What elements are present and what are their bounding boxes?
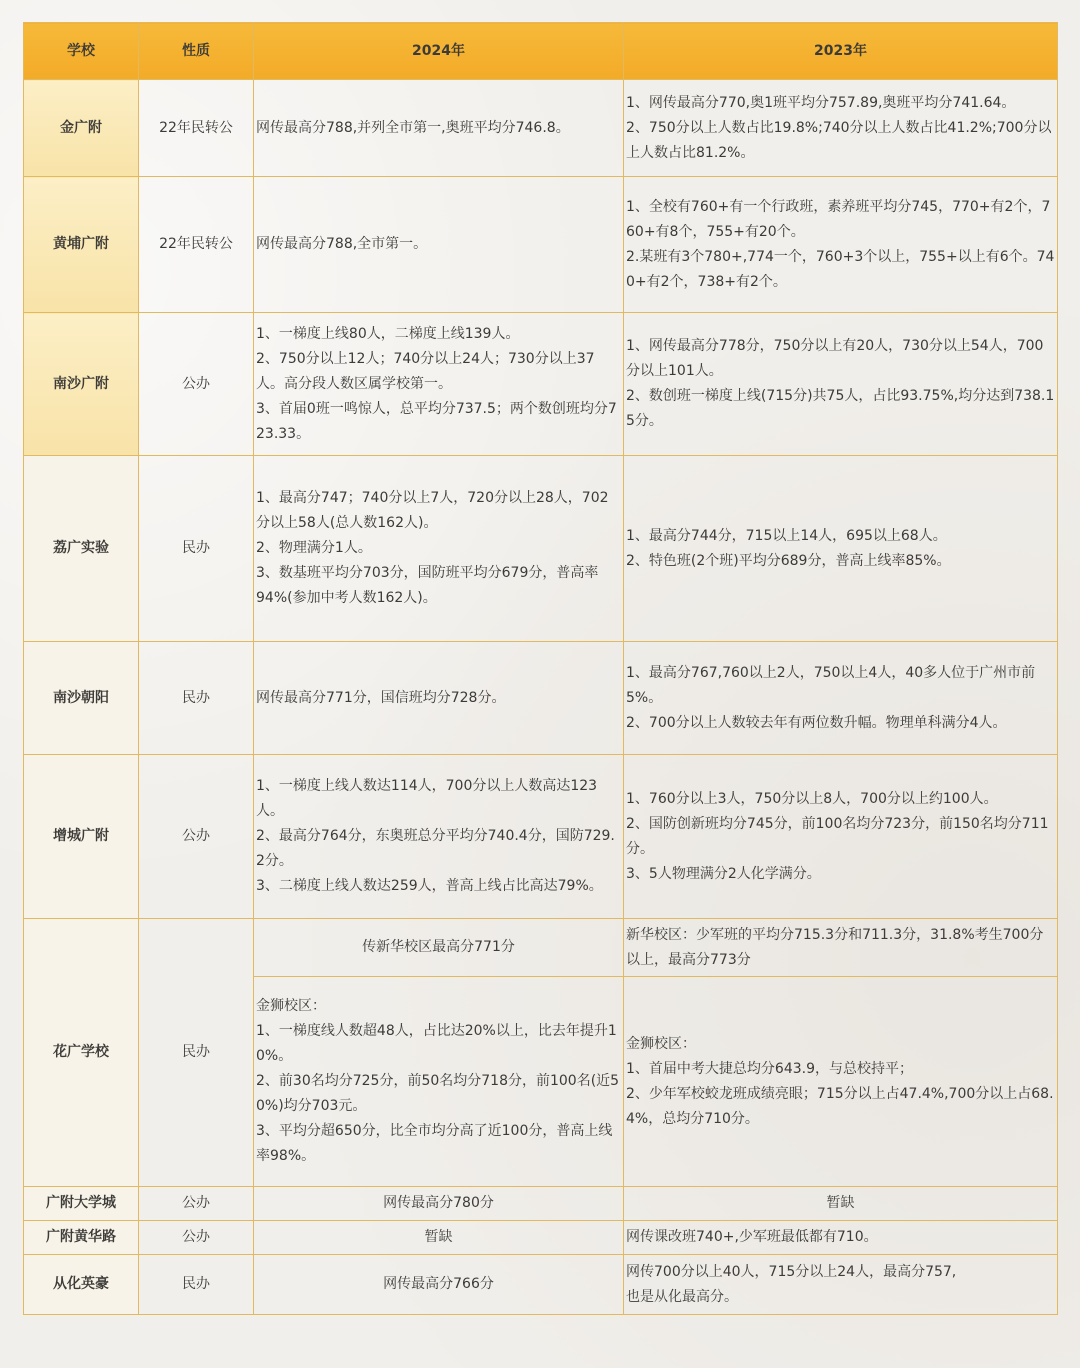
school-nature: 民办 bbox=[139, 1255, 254, 1315]
result-2023: 1、760分以上3人，750分以上8人，700分以上约100人。 2、国防创新班均分745分，前100名均分723分，前150名均分711分。 3、5人物理满分2人化学满分。 bbox=[624, 755, 1058, 919]
table-row bbox=[24, 1187, 1058, 1221]
table-row bbox=[24, 1221, 1058, 1255]
school-nature: 22年民转公 bbox=[139, 80, 254, 177]
result-2023: 1、全校有760+有一个行政班，素养班平均分745，770+有2个，760+有8个，755+有20个。 2.某班有3个780+,774一个，760+3个以上，755+以上有6个。740+有2个，738+有2个。 bbox=[624, 177, 1058, 313]
school-name: 金广附 bbox=[24, 80, 139, 177]
school-nature: 公办 bbox=[139, 1187, 254, 1221]
table-row bbox=[24, 755, 1058, 919]
result-2024: 网传最高分780分 bbox=[254, 1187, 624, 1221]
school-name: 从化英豪 bbox=[24, 1255, 139, 1315]
table-row bbox=[24, 919, 1058, 977]
school-nature: 22年民转公 bbox=[139, 177, 254, 313]
result-2023: 网传700分以上40人，715分以上24人，最高分757, 也是从化最高分。 bbox=[624, 1255, 1058, 1315]
result-2024: 网传最高分788,全市第一。 bbox=[254, 177, 624, 313]
school-nature: 公办 bbox=[139, 313, 254, 456]
header-2024: 2024年 bbox=[254, 23, 624, 80]
result-2024: 网传最高分788,并列全市第一,奥班平均分746.8。 bbox=[254, 80, 624, 177]
school-scores-table bbox=[23, 22, 1058, 1315]
header-2023: 2023年 bbox=[624, 23, 1058, 80]
school-name: 广附大学城 bbox=[24, 1187, 139, 1221]
header-nature: 性质 bbox=[139, 23, 254, 80]
result-2023-xinhua: 新华校区：少军班的平均分715.3分和711.3分，31.8%考生700分以上，最高分773分 bbox=[624, 919, 1058, 977]
result-2024-jinshi: 金狮校区： 1、一梯度线人数超48人，占比达20%以上，比去年提升10%。 2、前30名均分725分，前50名均分718分，前100名(近50%)均分703元。 3、平均分超650分，比全市均分高了近100分，普高上线率98%。 bbox=[254, 977, 624, 1187]
result-2024: 1、一梯度上线80人，二梯度上线139人。 2、750分以上12人；740分以上24人；730分以上37人。高分段人数区属学校第一。 3、首届0班一鸣惊人，总平均分737.5；两个数创班均分723.33。 bbox=[254, 313, 624, 456]
table-row bbox=[24, 1255, 1058, 1315]
result-2024: 网传最高分771分，国信班均分728分。 bbox=[254, 642, 624, 755]
result-2024: 1、最高分747；740分以上7人，720分以上28人，702 分以上58人(总人数162人)。 2、物理满分1人。 3、数基班平均分703分，国防班平均分679分，普高率 94%(参加中考人数162人)。 bbox=[254, 456, 624, 642]
school-nature: 民办 bbox=[139, 642, 254, 755]
table-row bbox=[24, 456, 1058, 642]
header-school: 学校 bbox=[24, 23, 139, 80]
school-name: 荔广实验 bbox=[24, 456, 139, 642]
school-name: 黄埔广附 bbox=[24, 177, 139, 313]
result-2024: 暂缺 bbox=[254, 1221, 624, 1255]
school-nature: 民办 bbox=[139, 919, 254, 1187]
result-2023: 暂缺 bbox=[624, 1187, 1058, 1221]
school-name: 花广学校 bbox=[24, 919, 139, 1187]
result-2023: 1、最高分767,760以上2人，750以上4人，40多人位于广州市前5%。 2、700分以上人数较去年有两位数升幅。物理单科满分4人。 bbox=[624, 642, 1058, 755]
school-name: 广附黄华路 bbox=[24, 1221, 139, 1255]
table-row bbox=[24, 80, 1058, 177]
school-name: 南沙广附 bbox=[24, 313, 139, 456]
table-row bbox=[24, 177, 1058, 313]
result-2023: 1、网传最高分770,奥1班平均分757.89,奥班平均分741.64。 2、750分以上人数占比19.8%;740分以上人数占比41.2%;700分以上人数占比81.2%。 bbox=[624, 80, 1058, 177]
result-2024-xinhua: 传新华校区最高分771分 bbox=[254, 919, 624, 977]
table-row bbox=[24, 313, 1058, 456]
result-2023-jinshi: 金狮校区： 1、首届中考大捷总均分643.9，与总校持平； 2、少年军校蛟龙班成绩亮眼；715分以上占47.4%,700分以上占68.4%，总均分710分。 bbox=[624, 977, 1058, 1187]
table-row bbox=[24, 642, 1058, 755]
school-nature: 公办 bbox=[139, 755, 254, 919]
result-2023: 网传课改班740+,少军班最低都有710。 bbox=[624, 1221, 1058, 1255]
school-name: 南沙朝阳 bbox=[24, 642, 139, 755]
result-2024: 1、一梯度上线人数达114人，700分以上人数高达123人。 2、最高分764分，东奥班总分平均分740.4分，国防729.2分。 3、二梯度上线人数达259人，普高上线占比高达79%。 bbox=[254, 755, 624, 919]
result-2023: 1、网传最高分778分，750分以上有20人，730分以上54人，700分以上101人。 2、数创班一梯度上线(715分)共75人，占比93.75%,均分达到738.15分。 bbox=[624, 313, 1058, 456]
header-row bbox=[24, 23, 1058, 80]
result-2023: 1、最高分744分，715以上14人，695以上68人。 2、特色班(2个班)平均分689分，普高上线率85%。 bbox=[624, 456, 1058, 642]
school-name: 增城广附 bbox=[24, 755, 139, 919]
school-nature: 民办 bbox=[139, 456, 254, 642]
result-2024: 网传最高分766分 bbox=[254, 1255, 624, 1315]
school-nature: 公办 bbox=[139, 1221, 254, 1255]
